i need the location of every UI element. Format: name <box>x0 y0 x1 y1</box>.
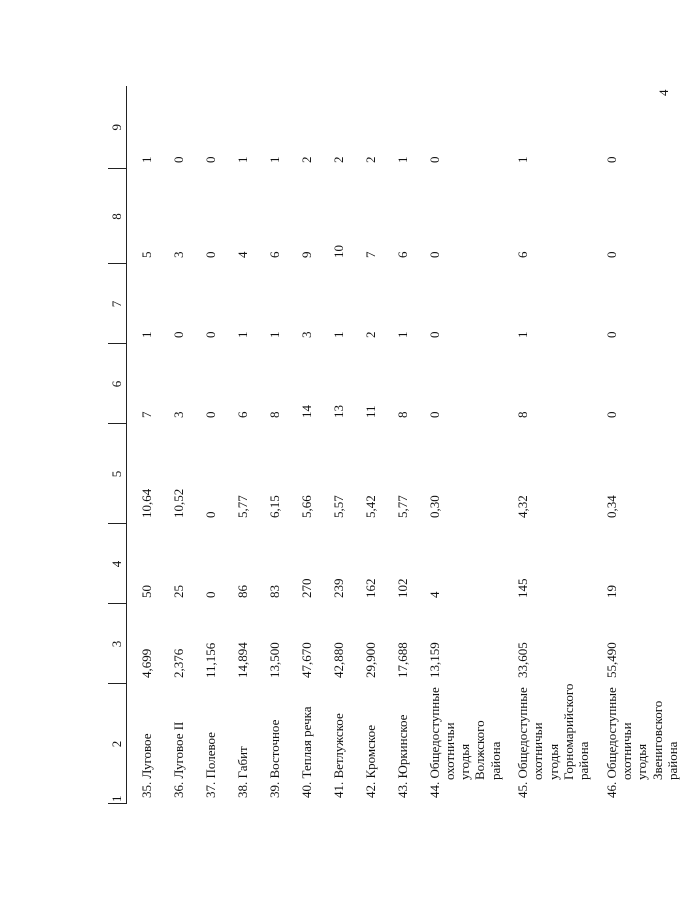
value-cell-c5: 0,34 <box>603 495 619 518</box>
name-cell <box>351 684 383 804</box>
name-cell <box>383 684 415 804</box>
table-row <box>592 86 680 804</box>
name-line: 38. Габит <box>234 746 250 798</box>
value-cell-c8: 5 <box>139 251 154 258</box>
value-cell-c4: 239 <box>330 578 346 598</box>
value-cell-c8: 3 <box>170 251 186 258</box>
name-line: района <box>665 741 680 780</box>
table-row <box>383 86 415 804</box>
name-cell <box>159 684 191 804</box>
value-cell-c6: 6 <box>234 411 250 418</box>
value-cell-c4: 25 <box>170 585 186 598</box>
header-cell: 7 <box>108 264 127 344</box>
value-cell-c3: 14,894 <box>234 642 250 678</box>
value-cell-c3: 47,670 <box>298 642 314 678</box>
table-row <box>287 86 319 804</box>
value-cell-c3: 13,500 <box>266 642 282 678</box>
name-cell <box>319 684 351 804</box>
table-row <box>351 86 383 804</box>
name-line: охотничьи угодья <box>441 722 473 780</box>
name-line: 43. Юркинское <box>394 714 410 798</box>
value-cell-c6: 8 <box>266 411 282 418</box>
header-row: 1 2 3 4 5 6 7 8 9 <box>108 86 127 804</box>
name-line: 46. Общедоступные <box>603 687 619 798</box>
value-cell-c7: 0 <box>170 331 186 338</box>
table-row <box>415 86 504 804</box>
name-cell <box>287 684 319 804</box>
value-cell-c3: 11,156 <box>202 642 218 678</box>
header-cell: 5 <box>108 424 127 524</box>
value-cell-c6: 8 <box>515 411 531 418</box>
value-cell-c7: 1 <box>234 331 250 338</box>
value-cell-c6: 11 <box>362 405 378 418</box>
value-cell-c8: 6 <box>394 251 410 258</box>
header-cell: 8 <box>108 169 127 264</box>
value-cell-c5: 5,42 <box>362 495 378 518</box>
value-cell-c7: 1 <box>139 331 154 338</box>
value-cell-c9: 2 <box>330 156 346 163</box>
value-cell-c7: 0 <box>202 331 218 338</box>
name-line: охотничьи угодья <box>619 722 650 780</box>
value-cell-c6: 0 <box>202 411 218 418</box>
value-cell-c5: 10,64 <box>139 488 154 518</box>
value-cell-c6: 3 <box>170 411 186 418</box>
name-cell <box>592 684 680 804</box>
name-line: 39. Восточное <box>266 719 282 798</box>
value-cell-c3: 13,159 <box>426 642 442 678</box>
name-cell <box>503 684 592 804</box>
value-cell-c6: 0 <box>603 411 619 418</box>
value-cell-c6: 8 <box>394 411 410 418</box>
value-cell-c9: 0 <box>426 156 442 163</box>
table-row <box>255 86 287 804</box>
value-cell-c8: 6 <box>515 251 531 258</box>
value-cell-c9: 1 <box>234 156 250 163</box>
value-cell-c5: 5,77 <box>234 495 250 518</box>
name-line: 35. Луговое <box>139 733 154 798</box>
value-cell-c9: 1 <box>139 156 154 163</box>
value-cell-c7: 1 <box>266 331 282 338</box>
value-cell-c4: 102 <box>394 578 410 598</box>
value-cell-c8: 9 <box>298 251 314 258</box>
name-line: Волжского района <box>472 720 503 780</box>
value-cell-c6: 13 <box>330 405 346 418</box>
name-cell <box>223 684 255 804</box>
value-cell-c8: 0 <box>603 251 619 258</box>
table-row <box>159 86 191 804</box>
name-line: 37. Полевое <box>202 732 218 798</box>
value-cell-c3: 17,688 <box>394 642 410 678</box>
value-cell-c4: 86 <box>234 585 250 598</box>
value-cell-c7: 0 <box>426 331 442 338</box>
table-body <box>127 86 680 804</box>
table-row <box>223 86 255 804</box>
value-cell-c5: 6,15 <box>266 495 282 518</box>
name-line: охотничьи угодья <box>530 722 561 780</box>
value-cell-c6: 7 <box>139 411 154 418</box>
name-line: 41. Ветлужское <box>330 713 346 798</box>
name-line: Горномарийского <box>561 683 577 780</box>
value-cell-c4: 162 <box>362 578 378 598</box>
header-cell: 2 <box>108 684 127 804</box>
table-row <box>127 86 159 804</box>
header-cell: 9 <box>108 86 127 169</box>
value-cell-c5: 5,57 <box>330 495 346 518</box>
value-cell-c9: 0 <box>603 156 619 163</box>
name-cell <box>255 684 287 804</box>
value-cell-c7: 2 <box>362 331 378 338</box>
header-cell: 3 <box>108 604 127 684</box>
name-line: 40. Теплая речка <box>298 706 314 798</box>
value-cell-c3: 42,880 <box>330 642 346 678</box>
table-row <box>503 86 592 804</box>
value-cell-c7: 1 <box>394 331 410 338</box>
hunting-grounds-table <box>108 86 680 804</box>
value-cell-c8: 0 <box>426 251 442 258</box>
header-cell: 6 <box>108 344 127 424</box>
value-cell-c9: 0 <box>202 156 218 163</box>
value-cell-c8: 0 <box>202 251 218 258</box>
value-cell-c9: 1 <box>266 156 282 163</box>
value-cell-c4: 19 <box>603 585 619 598</box>
value-cell-c3: 55,490 <box>603 642 619 678</box>
value-cell-c4: 145 <box>515 578 531 598</box>
value-cell-c3: 29,900 <box>362 642 378 678</box>
page-number: 4 <box>656 89 671 96</box>
value-cell-c7: 0 <box>603 331 619 338</box>
value-cell-c7: 1 <box>330 331 346 338</box>
value-cell-c5: 5,77 <box>394 495 410 518</box>
value-cell-c6: 0 <box>426 411 442 418</box>
name-line: 44. Общедоступные <box>426 687 442 798</box>
value-cell-c3: 33,605 <box>515 642 531 678</box>
value-cell-c8: 4 <box>234 251 250 258</box>
value-cell-c7: 1 <box>515 331 531 338</box>
value-cell-c9: 0 <box>170 156 186 163</box>
value-cell-c5: 4,32 <box>515 495 531 518</box>
value-cell-c5: 0 <box>202 511 218 518</box>
value-cell-c8: 10 <box>330 245 346 258</box>
value-cell-c9: 1 <box>515 156 531 163</box>
value-cell-c9: 1 <box>394 156 410 163</box>
name-cell <box>191 684 223 804</box>
value-cell-c5: 5,66 <box>298 495 314 518</box>
value-cell-c4: 50 <box>139 585 154 598</box>
value-cell-c8: 7 <box>362 251 378 258</box>
name-line: 45. Общедоступные <box>515 687 531 798</box>
value-cell-c4: 0 <box>202 591 218 598</box>
value-cell-c7: 3 <box>298 331 314 338</box>
table-row <box>191 86 223 804</box>
header-cell: 4 <box>108 524 127 604</box>
value-cell-c5: 0,30 <box>426 495 442 518</box>
name-cell <box>127 684 159 804</box>
table-row <box>319 86 351 804</box>
value-cell-c3: 4,699 <box>139 648 154 678</box>
value-cell-c4: 4 <box>426 591 442 598</box>
name-line: 36. Луговое II <box>170 721 186 798</box>
name-cell <box>415 684 504 804</box>
name-line: Звениговского <box>649 700 665 780</box>
value-cell-c9: 2 <box>298 156 314 163</box>
name-line: 42. Кромское <box>362 724 378 798</box>
name-line: района <box>576 741 592 780</box>
rotated-table-container <box>108 86 680 804</box>
value-cell-c6: 14 <box>298 405 314 418</box>
value-cell-c5: 10,52 <box>170 488 186 518</box>
value-cell-c3: 2,376 <box>170 648 186 678</box>
value-cell-c4: 83 <box>266 585 282 598</box>
value-cell-c4: 270 <box>298 578 314 598</box>
value-cell-c8: 6 <box>266 251 282 258</box>
value-cell-c9: 2 <box>362 156 378 163</box>
